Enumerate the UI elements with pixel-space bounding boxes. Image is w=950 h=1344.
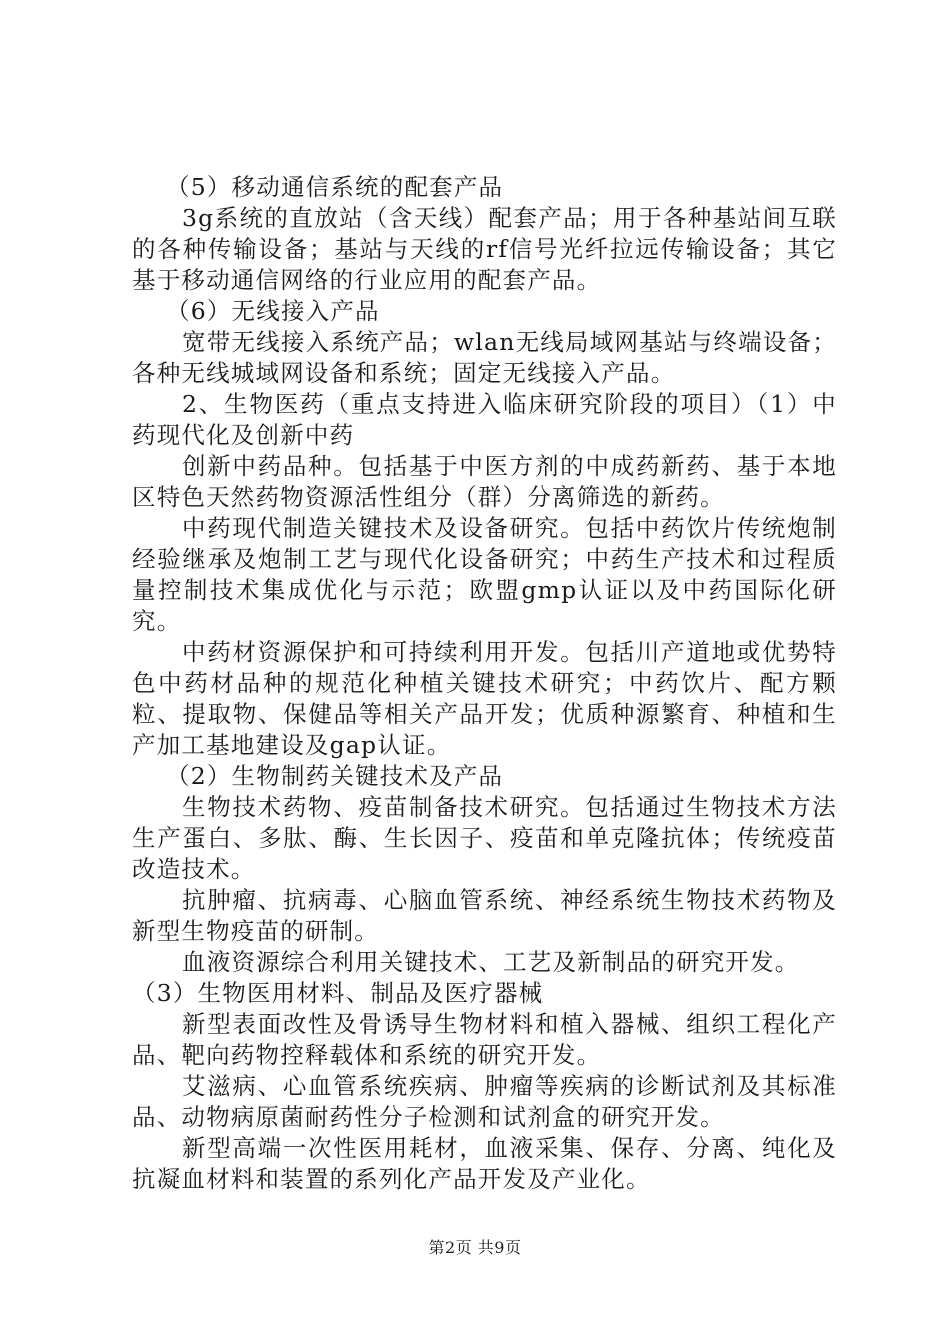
section-heading-wireless-access: （6）无线接入产品 (166, 297, 380, 325)
page-number-footer: 第2页 共9页 (428, 1238, 522, 1257)
body-paragraph: 抗肿瘤、抗病毒、心脑血管系统、神经系统生物技术药物及新型生物疫苗的研制。 (132, 886, 837, 945)
body-paragraph: 3g系统的直放站（含天线）配套产品；用于各种基站间互联的各种传输设备；基站与天线的rf信号光纤拉远传输设备；其它基于移动通信网络的行业应用的配套产品。 (132, 204, 837, 294)
body-paragraph: 创新中药品种。包括基于中医方剂的中成药新药、基于本地区特色天然药物资源活性组分（群）分离筛选的新药。 (132, 452, 837, 511)
body-paragraph: 中药材资源保护和可持续利用开发。包括川产道地或优势特色中药材品种的规范化种植关键技术研究；中药饮片、配方颗粒、提取物、保健品等相关产品开发；优质种源繁育、种植和生产加工基地建设及gap认证。 (132, 638, 837, 759)
section-heading-biopharma: （2）生物制药关键技术及产品 (166, 762, 504, 790)
section-heading-biomaterials: （3）生物医用材料、制品及医疗器械 (132, 979, 544, 1007)
body-paragraph: 血液资源综合利用关键技术、工艺及新制品的研究开发。 (182, 948, 800, 976)
body-paragraph: 生物技术药物、疫苗制备技术研究。包括通过生物技术方法生产蛋白、多肽、酶、生长因子、疫苗和单克隆抗体；传统疫苗改造技术。 (132, 793, 837, 883)
body-paragraph: 新型表面改性及骨诱导生物材料和植入器械、组织工程化产品、靶向药物控释载体和系统的研究开发。 (132, 1010, 837, 1069)
section-heading-mobile-support: （5）移动通信系统的配套产品 (166, 173, 504, 201)
body-paragraph: 新型高端一次性医用耗材，血液采集、保存、分离、纯化及抗凝血材料和装置的系列化产品开发及产业化。 (132, 1134, 837, 1193)
body-paragraph: 中药现代制造关键技术及设备研究。包括中药饮片传统炮制经验继承及炮制工艺与现代化设备研究；中药生产技术和过程质量控制技术集成优化与示范；欧盟gmp认证以及中药国际化研究。 (132, 514, 837, 635)
section-heading-biomedicine: 2、生物医药（重点支持进入临床研究阶段的项目）（1）中药现代化及创新中药 (132, 390, 837, 449)
body-paragraph: 艾滋病、心血管系统疾病、肿瘤等疾病的诊断试剂及其标准品、动物病原菌耐药性分子检测和试剂盒的研究开发。 (132, 1072, 837, 1131)
body-paragraph: 宽带无线接入系统产品；wlan无线局域网基站与终端设备；各种无线城域网设备和系统；固定无线接入产品。 (132, 328, 837, 387)
document-body (132, 172, 837, 1195)
